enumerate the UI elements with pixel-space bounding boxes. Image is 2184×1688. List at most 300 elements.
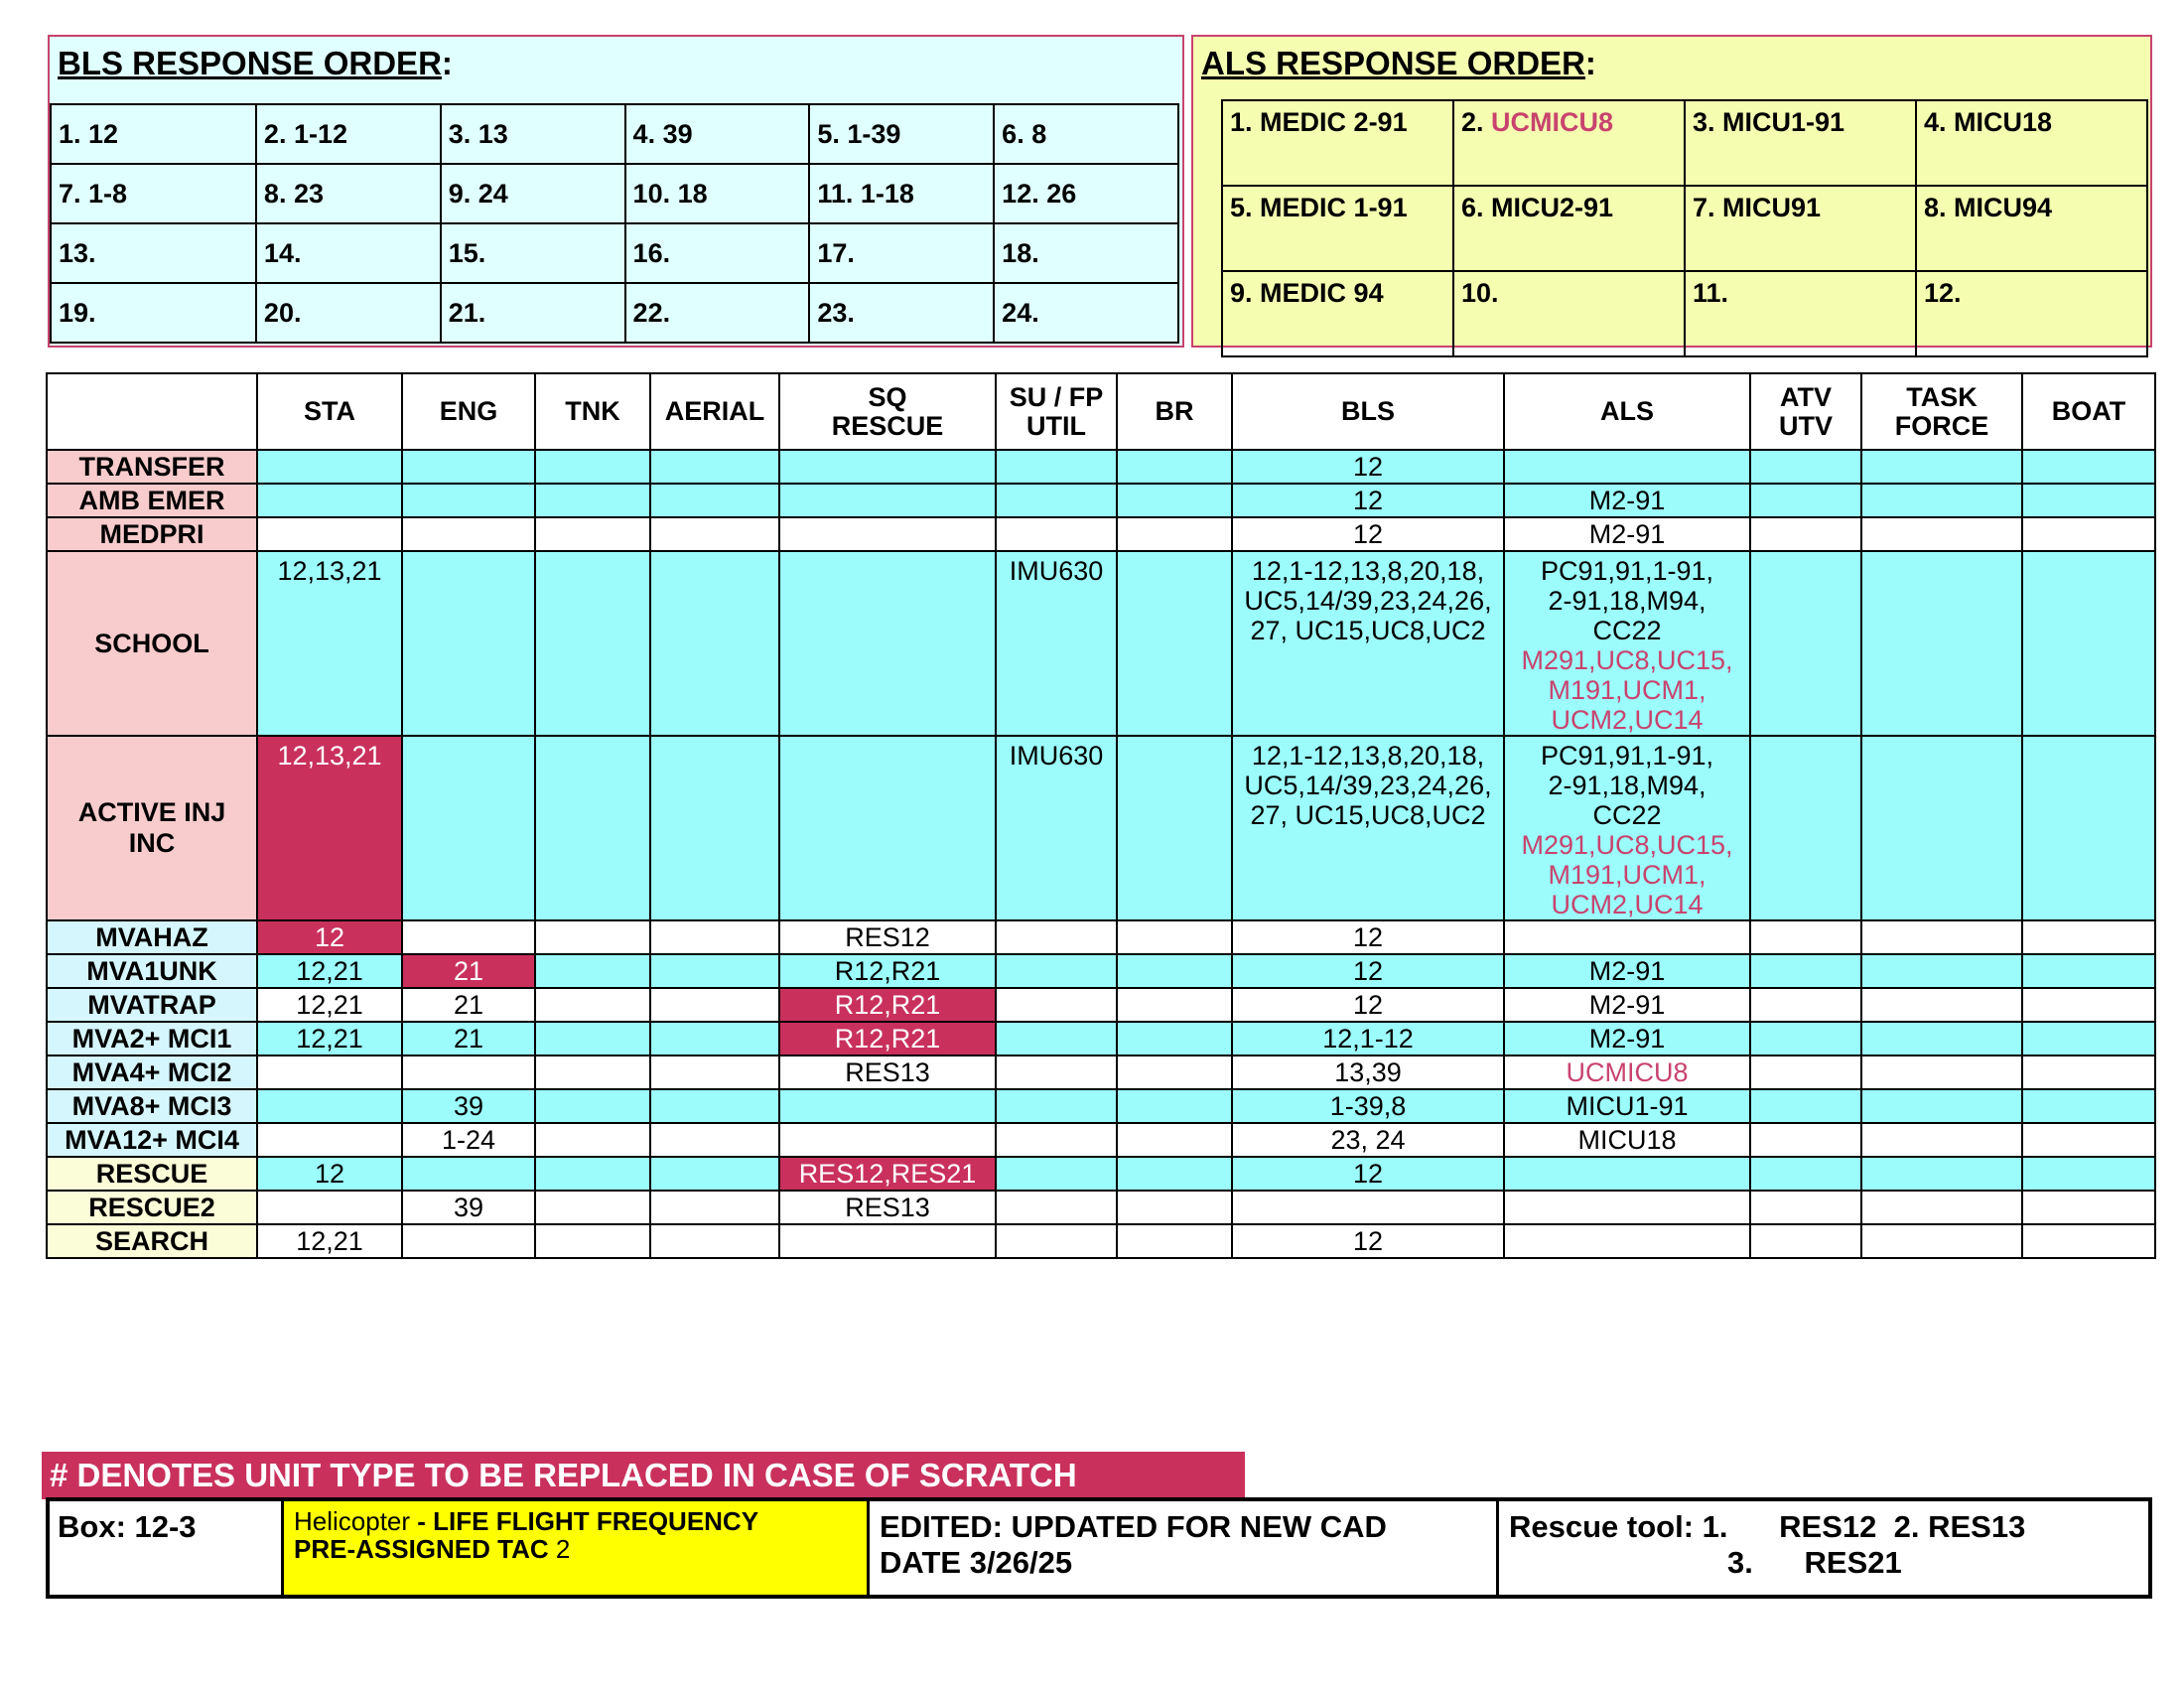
- grid-cell: [650, 517, 779, 551]
- dispatch-response-grid: [46, 372, 2156, 1259]
- grid-cell: [535, 1157, 650, 1191]
- grid-column-header: ATV UTV: [1750, 373, 1861, 450]
- bls-order-cell: 9. 24: [441, 164, 625, 223]
- als-order-cell: [1453, 100, 1685, 186]
- grid-cell: 12: [257, 1157, 402, 1191]
- bls-order-cell: 5. 1-39: [809, 104, 994, 164]
- als-order-number: 11.: [1693, 278, 1729, 308]
- grid-cell: 12,21: [257, 954, 402, 988]
- grid-cell-line: M191,UCM1,: [1548, 675, 1706, 705]
- als-order-cell: [1916, 100, 2147, 186]
- grid-cell: [2022, 1055, 2155, 1089]
- grid-cell: [2022, 1191, 2155, 1224]
- als-order-row: [1222, 271, 2147, 356]
- grid-cell: [535, 920, 650, 954]
- grid-cell: [1750, 551, 1861, 736]
- grid-cell: [996, 517, 1117, 551]
- grid-cell: 12: [1232, 517, 1504, 551]
- grid-cell-line: 27, UC15,UC8,UC2: [1250, 800, 1486, 830]
- grid-cell-line: M291,UC8,UC15,: [1521, 830, 1733, 860]
- grid-cell: [402, 1224, 535, 1258]
- grid-cell: [650, 1191, 779, 1224]
- grid-cell: [1750, 1157, 1861, 1191]
- grid-cell: [1750, 1089, 1861, 1123]
- grid-cell: [2022, 1123, 2155, 1157]
- grid-cell: [402, 517, 535, 551]
- als-order-cell: [1222, 271, 1453, 356]
- grid-cell: [650, 920, 779, 954]
- grid-column-header: AERIAL: [650, 373, 779, 450]
- grid-cell-line: PC91,91,1-91,: [1540, 741, 1714, 771]
- grid-cell: 12: [1232, 988, 1504, 1022]
- grid-cell: [535, 1022, 650, 1055]
- grid-cell: [535, 988, 650, 1022]
- grid-row-label: MVA4+ MCI2: [47, 1055, 257, 1089]
- grid-cell: [535, 1191, 650, 1224]
- grid-row-label: MVA2+ MCI1: [47, 1022, 257, 1055]
- als-order-number: 6.: [1461, 193, 1484, 222]
- grid-cell: MICU18: [1504, 1123, 1750, 1157]
- grid-cell: [535, 450, 650, 484]
- grid-cell: [1861, 1123, 2022, 1157]
- grid-cell: [535, 736, 650, 920]
- grid-cell: [650, 1055, 779, 1089]
- grid-cell-line: 12,1-12,13,8,20,18,: [1251, 741, 1485, 771]
- grid-row: [47, 517, 2155, 551]
- als-order-cell: [1453, 186, 1685, 271]
- grid-cell: [996, 1123, 1117, 1157]
- grid-row: [47, 484, 2155, 517]
- grid-cell: [2022, 1089, 2155, 1123]
- als-order-number: 3.: [1693, 107, 1715, 137]
- grid-cell: [1117, 954, 1232, 988]
- grid-cell: [402, 1157, 535, 1191]
- grid-row: [47, 1157, 2155, 1191]
- grid-cell: 21: [402, 988, 535, 1022]
- grid-cell: R12,R21: [779, 988, 996, 1022]
- grid-cell: [779, 551, 996, 736]
- grid-cell: [1861, 484, 2022, 517]
- grid-cell: [1117, 1123, 1232, 1157]
- grid-cell-line: CC22: [1592, 616, 1662, 645]
- grid-cell-line: CC22: [1592, 800, 1662, 830]
- als-order-number: 9.: [1230, 278, 1253, 308]
- grid-cell: [2022, 988, 2155, 1022]
- grid-cell: 23, 24: [1232, 1123, 1504, 1157]
- als-order-unit: MICU91: [1722, 193, 1822, 222]
- grid-cell: 21: [402, 954, 535, 988]
- als-order-cell: [1222, 186, 1453, 271]
- grid-cell: [2022, 551, 2155, 736]
- grid-cell: [1861, 1089, 2022, 1123]
- grid-cell: [535, 1089, 650, 1123]
- grid-cell: [650, 988, 779, 1022]
- bls-order-row: [51, 283, 1178, 343]
- grid-cell: M2-91: [1504, 484, 1750, 517]
- grid-cell: [779, 1123, 996, 1157]
- grid-column-header: BOAT: [2022, 373, 2155, 450]
- grid-cell: 21: [402, 1022, 535, 1055]
- grid-cell: [1750, 517, 1861, 551]
- grid-cell: [650, 484, 779, 517]
- grid-cell: [257, 517, 402, 551]
- grid-cell: [535, 484, 650, 517]
- grid-column-header: ALS: [1504, 373, 1750, 450]
- grid-row: [47, 551, 2155, 736]
- grid-cell: [1117, 1224, 1232, 1258]
- grid-cell: [402, 920, 535, 954]
- grid-row: [47, 450, 2155, 484]
- grid-cell: [1861, 517, 2022, 551]
- grid-row: [47, 1191, 2155, 1224]
- grid-cell: [779, 1224, 996, 1258]
- als-order-table: [1221, 99, 2148, 357]
- grid-row: [47, 736, 2155, 920]
- grid-cell: [535, 551, 650, 736]
- bls-order-cell: 4. 39: [625, 104, 810, 164]
- bls-order-cell: 6. 8: [994, 104, 1178, 164]
- grid-cell-line: UCM2,UC14: [1551, 890, 1704, 919]
- als-order-cell: [1916, 271, 2147, 356]
- grid-cell: [1750, 920, 1861, 954]
- grid-cell: [2022, 1224, 2155, 1258]
- bls-order-cell: 15.: [441, 223, 625, 283]
- grid-cell: M2-91: [1504, 954, 1750, 988]
- als-order-unit: UCMICU8: [1491, 107, 1614, 137]
- grid-cell: 12,1-12: [1232, 1022, 1504, 1055]
- grid-cell: [402, 1055, 535, 1089]
- grid-row: [47, 1055, 2155, 1089]
- grid-row: [47, 1123, 2155, 1157]
- rescue-tool-line-1: Rescue tool: 1. RES12 2. RES13: [1509, 1509, 2026, 1544]
- grid-cell: [1750, 1123, 1861, 1157]
- grid-row-label: MVA8+ MCI3: [47, 1089, 257, 1123]
- grid-cell: 12: [1232, 954, 1504, 988]
- grid-row-label: MVATRAP: [47, 988, 257, 1022]
- grid-cell: [1117, 920, 1232, 954]
- grid-cell: [1504, 1157, 1750, 1191]
- grid-cell: [1861, 736, 2022, 920]
- grid-cell: IMU630: [996, 736, 1117, 920]
- grid-cell: [650, 551, 779, 736]
- als-order-unit: MICU2-91: [1491, 193, 1614, 222]
- grid-cell: [2022, 484, 2155, 517]
- grid-cell: [996, 450, 1117, 484]
- grid-cell: [650, 1157, 779, 1191]
- grid-row: [47, 1089, 2155, 1123]
- grid-row-label: ACTIVE INJ INC: [47, 736, 257, 920]
- grid-cell: [1861, 1157, 2022, 1191]
- grid-cell-line: 27, UC15,UC8,UC2: [1250, 616, 1486, 645]
- grid-cell: [1232, 1191, 1504, 1224]
- als-order-row: [1222, 186, 2147, 271]
- grid-cell: [402, 450, 535, 484]
- grid-cell-line: UC5,14/39,23,24,26,: [1244, 771, 1492, 800]
- grid-column-header: [47, 373, 257, 450]
- grid-cell: UCMICU8: [1504, 1055, 1750, 1089]
- als-order-unit: MEDIC 94: [1260, 278, 1384, 308]
- grid-row-label: TRANSFER: [47, 450, 257, 484]
- grid-column-header: SU / FP UTIL: [996, 373, 1117, 450]
- footer-info-bar: [46, 1497, 2152, 1599]
- grid-row-label: MVA1UNK: [47, 954, 257, 988]
- grid-cell: [779, 736, 996, 920]
- bls-order-cell: 12. 26: [994, 164, 1178, 223]
- grid-cell: [650, 1224, 779, 1258]
- grid-cell: [2022, 736, 2155, 920]
- grid-cell: [1750, 1191, 1861, 1224]
- grid-cell: [996, 988, 1117, 1022]
- grid-cell: [402, 484, 535, 517]
- bls-order-cell: 22.: [625, 283, 810, 343]
- bls-order-cell: 23.: [809, 283, 994, 343]
- grid-column-header: STA: [257, 373, 402, 450]
- grid-cell: [1861, 1055, 2022, 1089]
- grid-cell: [1117, 1055, 1232, 1089]
- bls-order-table: [50, 103, 1179, 344]
- grid-cell: [996, 1224, 1117, 1258]
- grid-cell: [1117, 484, 1232, 517]
- grid-cell: [996, 1089, 1117, 1123]
- grid-row-label: MEDPRI: [47, 517, 257, 551]
- grid-cell: [779, 450, 996, 484]
- grid-cell: 12: [1232, 1157, 1504, 1191]
- grid-cell: M2-91: [1504, 517, 1750, 551]
- bls-order-row: [51, 223, 1178, 283]
- grid-cell: [1232, 551, 1504, 736]
- bls-order-cell: 14.: [256, 223, 441, 283]
- bls-response-order-panel: [48, 35, 1184, 348]
- grid-cell: 12,21: [257, 988, 402, 1022]
- grid-row: [47, 1022, 2155, 1055]
- bls-order-cell: 19.: [51, 283, 256, 343]
- grid-cell: [1750, 450, 1861, 484]
- grid-cell: [996, 1055, 1117, 1089]
- grid-cell: [257, 1089, 402, 1123]
- grid-cell: [650, 1022, 779, 1055]
- grid-cell: [1504, 450, 1750, 484]
- grid-cell: R12,R21: [779, 954, 996, 988]
- bls-order-cell: 3. 13: [441, 104, 625, 164]
- grid-cell: 12,13,21: [257, 736, 402, 920]
- grid-row-label: RESCUE2: [47, 1191, 257, 1224]
- als-order-number: 5.: [1230, 193, 1253, 222]
- bls-order-cell: 11. 1-18: [809, 164, 994, 223]
- grid-row-label: RESCUE: [47, 1157, 257, 1191]
- grid-cell: 12: [1232, 920, 1504, 954]
- grid-cell: [1504, 1224, 1750, 1258]
- grid-cell: RES13: [779, 1191, 996, 1224]
- bls-order-cell: 10. 18: [625, 164, 810, 223]
- grid-cell: [535, 517, 650, 551]
- grid-cell-line: UC5,14/39,23,24,26,: [1244, 586, 1492, 616]
- grid-row-label: MVA12+ MCI4: [47, 1123, 257, 1157]
- grid-header-row: [47, 373, 2155, 450]
- tac-label: PRE-ASSIGNED TAC: [294, 1534, 549, 1564]
- grid-column-header: BR: [1117, 373, 1232, 450]
- grid-cell: [996, 1157, 1117, 1191]
- grid-cell: [1504, 736, 1750, 920]
- grid-cell: [1750, 1055, 1861, 1089]
- grid-cell-line: UCM2,UC14: [1551, 705, 1704, 735]
- als-panel-title: ALS RESPONSE ORDER:: [1201, 45, 1596, 81]
- grid-cell: [1861, 450, 2022, 484]
- grid-cell: [257, 1055, 402, 1089]
- grid-cell: [535, 1055, 650, 1089]
- grid-cell: RES13: [779, 1055, 996, 1089]
- als-order-unit: MEDIC 2-91: [1260, 107, 1408, 137]
- grid-cell-line: 2-91,18,M94,: [1548, 586, 1706, 616]
- grid-cell: 1-39,8: [1232, 1089, 1504, 1123]
- bls-panel-title: BLS RESPONSE ORDER:: [58, 45, 453, 81]
- grid-cell: [1117, 1089, 1232, 1123]
- grid-cell: [1861, 1022, 2022, 1055]
- grid-column-header: BLS: [1232, 373, 1504, 450]
- grid-cell: [2022, 954, 2155, 988]
- grid-cell: [535, 1224, 650, 1258]
- edit-note: [870, 1501, 1499, 1595]
- grid-cell: [2022, 920, 2155, 954]
- grid-column-header: TASK FORCE: [1861, 373, 2022, 450]
- grid-cell: [257, 1191, 402, 1224]
- als-order-number: 4.: [1924, 107, 1947, 137]
- bls-order-cell: 7. 1-8: [51, 164, 256, 223]
- bls-order-cell: 1. 12: [51, 104, 256, 164]
- grid-cell: 12: [1232, 1224, 1504, 1258]
- grid-cell: [1117, 1191, 1232, 1224]
- grid-row: [47, 988, 2155, 1022]
- bls-order-cell: 24.: [994, 283, 1178, 343]
- grid-cell: 12,21: [257, 1022, 402, 1055]
- grid-cell: [1750, 988, 1861, 1022]
- grid-cell: [1117, 1022, 1232, 1055]
- grid-row-label: SCHOOL: [47, 551, 257, 736]
- grid-cell: [1232, 736, 1504, 920]
- grid-cell: [402, 736, 535, 920]
- als-order-unit: MICU94: [1954, 193, 2053, 222]
- grid-column-header: ENG: [402, 373, 535, 450]
- grid-cell: [650, 1123, 779, 1157]
- grid-cell: [996, 920, 1117, 954]
- grid-cell: [1861, 1191, 2022, 1224]
- grid-cell: [1504, 920, 1750, 954]
- grid-cell: 1-24: [402, 1123, 535, 1157]
- grid-row: [47, 920, 2155, 954]
- grid-cell: [650, 954, 779, 988]
- grid-cell: [1861, 551, 2022, 736]
- als-order-unit: MEDIC 1-91: [1260, 193, 1408, 222]
- grid-cell-line: M191,UCM1,: [1548, 860, 1706, 890]
- grid-cell: 12,13,21: [257, 551, 402, 736]
- bls-order-cell: 16.: [625, 223, 810, 283]
- grid-cell: [1504, 1191, 1750, 1224]
- bls-order-cell: 8. 23: [256, 164, 441, 223]
- helicopter-frequency-note: [284, 1501, 870, 1595]
- grid-cell-line: 2-91,18,M94,: [1548, 771, 1706, 800]
- grid-cell: [2022, 450, 2155, 484]
- grid-cell: 12,21: [257, 1224, 402, 1258]
- bls-order-cell: 18.: [994, 223, 1178, 283]
- grid-cell: [2022, 1157, 2155, 1191]
- grid-cell: [1117, 736, 1232, 920]
- bls-order-row: [51, 104, 1178, 164]
- bls-order-cell: 21.: [441, 283, 625, 343]
- scratch-note-banner: # DENOTES UNIT TYPE TO BE REPLACED IN CASE OF SCRATCH: [42, 1452, 1245, 1499]
- edit-date: DATE 3/26/25: [880, 1545, 1073, 1580]
- grid-cell: MICU1-91: [1504, 1089, 1750, 1123]
- grid-row: [47, 1224, 2155, 1258]
- grid-cell: [650, 736, 779, 920]
- grid-cell: [1504, 551, 1750, 736]
- als-response-order-panel: [1191, 35, 2152, 348]
- grid-cell: RES12: [779, 920, 996, 954]
- grid-cell: [535, 1123, 650, 1157]
- grid-cell: [650, 1089, 779, 1123]
- grid-cell: [2022, 1022, 2155, 1055]
- box-number: Box: 12-3: [50, 1501, 284, 1595]
- grid-cell: [1117, 551, 1232, 736]
- als-order-cell: [1453, 271, 1685, 356]
- als-order-cell: [1685, 100, 1916, 186]
- grid-cell: [779, 1089, 996, 1123]
- grid-cell: [996, 1191, 1117, 1224]
- grid-cell: [257, 450, 402, 484]
- grid-cell: 39: [402, 1191, 535, 1224]
- heli-frequency: - LIFE FLIGHT FREQUENCY: [410, 1506, 759, 1536]
- grid-cell: [1861, 954, 2022, 988]
- grid-row-label: MVAHAZ: [47, 920, 257, 954]
- als-order-number: 1.: [1230, 107, 1253, 137]
- bls-order-cell: 20.: [256, 283, 441, 343]
- grid-cell: [1117, 1157, 1232, 1191]
- grid-cell: [996, 484, 1117, 517]
- grid-cell: [996, 954, 1117, 988]
- grid-cell: [402, 551, 535, 736]
- grid-cell: 12: [1232, 484, 1504, 517]
- grid-cell: R12,R21: [779, 1022, 996, 1055]
- grid-cell-line: M291,UC8,UC15,: [1521, 645, 1733, 675]
- grid-cell: [257, 484, 402, 517]
- als-order-cell: [1222, 100, 1453, 186]
- bls-order-row: [51, 164, 1178, 223]
- als-order-number: 10.: [1461, 278, 1499, 308]
- grid-cell: [1117, 988, 1232, 1022]
- als-order-cell: [1685, 186, 1916, 271]
- grid-cell: [1117, 450, 1232, 484]
- bls-order-cell: 13.: [51, 223, 256, 283]
- grid-cell: [996, 1022, 1117, 1055]
- grid-cell: 12: [1232, 450, 1504, 484]
- als-order-cell: [1685, 271, 1916, 356]
- grid-cell-line: PC91,91,1-91,: [1540, 556, 1714, 586]
- grid-cell: [2022, 517, 2155, 551]
- grid-row-label: SEARCH: [47, 1224, 257, 1258]
- grid-cell: [1750, 1022, 1861, 1055]
- grid-cell: [1861, 920, 2022, 954]
- als-order-number: 7.: [1693, 193, 1715, 222]
- grid-cell: [1750, 736, 1861, 920]
- grid-column-header: TNK: [535, 373, 650, 450]
- grid-cell: [535, 954, 650, 988]
- grid-cell: [1750, 954, 1861, 988]
- als-order-number: 2.: [1461, 107, 1484, 137]
- grid-cell: [1750, 1224, 1861, 1258]
- als-order-number: 8.: [1924, 193, 1947, 222]
- als-order-unit: MICU1-91: [1722, 107, 1845, 137]
- grid-cell: [1861, 1224, 2022, 1258]
- grid-cell: M2-91: [1504, 1022, 1750, 1055]
- grid-cell: [650, 450, 779, 484]
